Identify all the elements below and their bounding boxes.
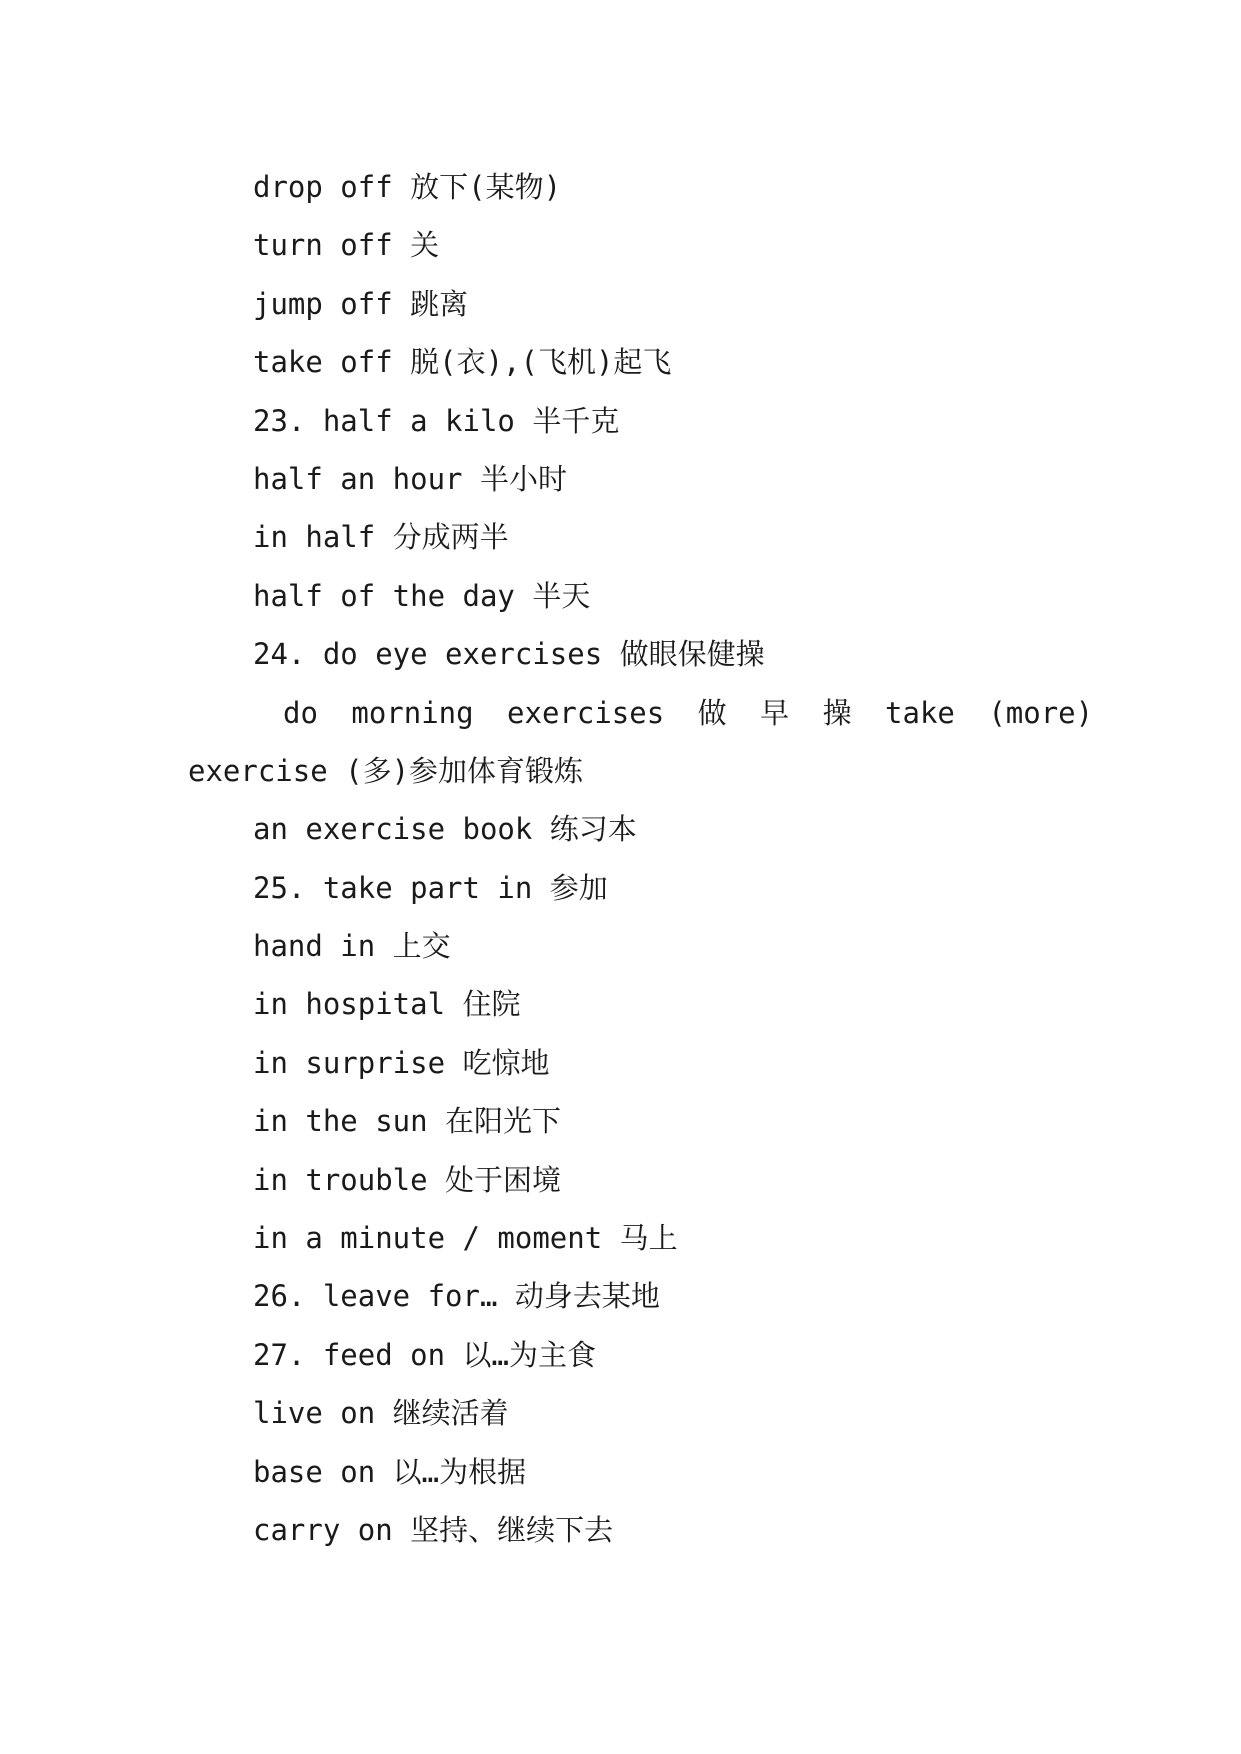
phrase-line: an exercise book 练习本: [253, 812, 637, 847]
phrase-line: in the sun 在阳光下: [253, 1104, 562, 1139]
phrase-line: 27. feed on 以…为主食: [253, 1337, 596, 1372]
phrase-line: hand in 上交: [253, 929, 451, 964]
phrase-line: live on 继续活着: [253, 1396, 509, 1431]
phrase-line: in hospital 住院: [253, 987, 521, 1022]
phrase-line: 26. leave for… 动身去某地: [253, 1279, 660, 1314]
vocabulary-list: [188, 158, 1094, 1559]
phrase-line: take off 脱(衣),(飞机)起飞: [253, 345, 672, 380]
phrase-line: jump off 跳离: [253, 286, 469, 321]
phrase-line: turn off 关: [253, 228, 440, 263]
phrase-line: in surprise 吃惊地: [253, 1045, 550, 1080]
phrase-line: 23. half a kilo 半千克: [253, 403, 620, 438]
phrase-line: drop off 放下(某物): [253, 170, 562, 204]
phrase-line: half an hour 半小时: [253, 461, 567, 496]
phrase-line: 24. do eye exercises 做眼保健操: [253, 637, 765, 672]
phrase-line: in a minute / moment 马上: [253, 1221, 678, 1256]
phrase-line: half of the day 半天: [253, 578, 591, 613]
phrase-line: in half 分成两半: [253, 520, 509, 555]
phrase-line: carry on 坚持、继续下去: [253, 1512, 614, 1547]
phrase-line-continued: exercise (多)参加体育锻炼: [188, 753, 584, 788]
phrase-line: base on 以…为根据: [253, 1454, 527, 1489]
phrase-line: do morning exercises 做 早 操 take (more): [283, 695, 1094, 730]
phrase-line: 25. take part in 参加: [253, 870, 608, 905]
phrase-line: in trouble 处于困境: [253, 1162, 562, 1197]
